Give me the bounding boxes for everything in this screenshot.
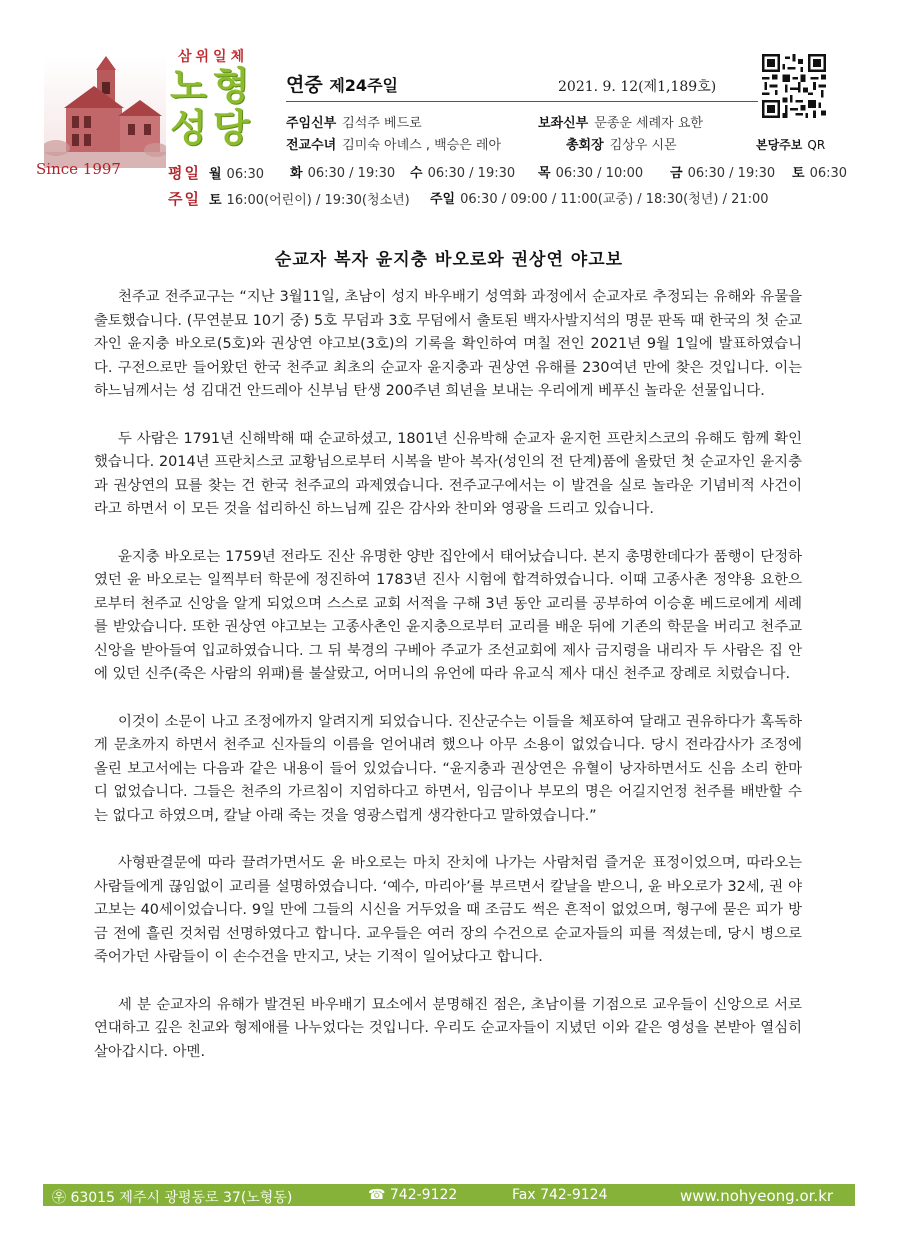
slogan: 삼위일체 <box>178 49 249 65</box>
weekday-times: 06:30 <box>809 166 848 181</box>
sunday-mass-label <box>168 188 410 209</box>
since-year: Since 1997 <box>36 160 121 178</box>
weekday-mass-item <box>290 162 395 181</box>
footer-website-link[interactable]: www.nohyeong.or.kr <box>680 1187 834 1205</box>
article-paragraph: 천주교 전주교구는 “지난 3월11일, 초남이 성지 바우배기 성역화 과정에서 순교자로 추정되는 유해와 유물을 출토했습니다. (무연분묘 10기 중) 5호 무덤과 3호 무덤에서 출토된 백자사발지석의 명문 판독 때 한국의 첫 순교자인 윤지충 바오로(5호)와 권상연 야고보(3호)의 기록을 확인하여 며칠 전인 2021년 9월 1일에 발표하였습니다. 구전으로만 들어왔던 한국 천주교 최초의 순교자 윤지충과 권상연 유해를 230여년 만에 찾은 것입니다. 이는 하느님께서는 성 김대건 안드레아 신부님 탄생 200주년 희년을 보내는 우리에게 베푸신 놀라운 선물입니다. <box>94 289 802 399</box>
weekday-day: 월 <box>208 167 222 182</box>
weekday-mass-item <box>792 162 847 181</box>
pastor-label: 주임신부 <box>286 116 337 131</box>
qr-label-b: QR <box>807 138 826 152</box>
weekday-day: 수 <box>410 166 423 181</box>
weekday-mass-item <box>670 162 775 181</box>
weekday-times: 06:30 / 10:00 <box>555 166 644 181</box>
weekday-times: 06:30 / 19:30 <box>687 166 776 181</box>
header-divider <box>286 101 758 102</box>
sisters-label: 전교수녀 <box>286 138 337 153</box>
sisters <box>286 134 501 153</box>
logo-line-2: 성당 <box>170 106 256 150</box>
footer-phone: ☎ 742-9122 <box>368 1187 458 1203</box>
saturday-day: 토 <box>208 193 222 208</box>
president <box>566 134 677 153</box>
sunday-times: 06:30 / 09:00 / 11:00(교중) / 18:30(청년) / 21:00 <box>460 192 769 207</box>
president-label: 총회장 <box>566 138 604 153</box>
saturday-times: 16:00(어린이) / 19:30(청소년) <box>226 193 410 208</box>
sisters-name: 김미숙 아녜스 , 백승은 레아 <box>342 138 502 153</box>
article-paragraph: 이것이 소문이 나고 조정에까지 알려지게 되었습니다. 진산군수는 이들을 체포하여 달래고 권유하다가 혹독하게 문초까지 하면서 천주교 신자들의 이름을 얻어내려 했으나 아무 소용이 없었습니다. 당시 전라감사가 조정에 올린 보고서에는 다음과 같은 내용이 들어 있었습니다. “윤지충과 권상연은 유혈이 낭자하면서도 신음 소리 한마디 없었습니다. 그들은 천주의 가르침이 지엄하다고 하면서, 임금이나 부모의 명은 어길지언정 천주를 배반할 수는 없다고 하였으며, 칼날 아래 죽는 것을 영광스럽게 생각한다고 말하였습니다.” <box>94 713 802 824</box>
qr-code-icon[interactable] <box>762 54 826 118</box>
qr-label-a: 본당주보 <box>756 138 803 152</box>
weekday-times: 06:30 / 19:30 <box>307 166 396 181</box>
qr-label <box>756 136 825 153</box>
article-body <box>94 286 802 1088</box>
article-paragraph: 두 사람은 1791년 신해박해 때 순교하셨고, 1801년 신유박해 순교자 윤지헌 프란치스코의 유해도 함께 확인했습니다. 2014년 프란치스코 교황님으로부터 시복을 받아 복자(성인의 전 단계)품에 올랐던 첫 순교자인 윤지충과 권상연의 묘를 찾는 건 한국 천주교의 과제였습니다. 전주교구에서는 이 발견을 실로 놀라운 기념비적 사건이라고 하면서 이 모든 것을 섭리하신 하느님께 깊은 감사와 찬미와 영광을 드리고 있습니다. <box>94 430 802 517</box>
church-illustration <box>44 56 166 168</box>
article-paragraph: 윤지충 바오로는 1759년 전라도 진산 유명한 양반 집안에서 태어났습니다. 본지 총명한데다가 품행이 단정하였던 윤 바오로는 일찍부터 학문에 정진하여 1783년 진사 시험에 합격하였습니다. 이때 고종사촌 정약용 요한으로부터 천주교 신앙을 알게 되었으며 스스로 교회 서적을 구해 3년 동안 교리를 공부하여 이승훈 베드로에게 세례를 받았습니다. 또한 권상연 야고보는 고종사촌인 윤지충으로부터 교리를 배운 뒤에 기존의 학문을 버리고 천주교 신앙을 받아들여 입교하였습니다. 그 뒤 북경의 구베아 주교가 조선교회에 제사 금지령을 내리자 두 사람은 집 안에 있던 신주(죽은 사람의 위패)를 불살랐고, 어머니의 유언에 따라 유교식 제사 대신 천주교 장례로 치렀습니다. <box>94 548 802 682</box>
pastor <box>286 112 422 131</box>
weekday-mass-label <box>168 162 264 183</box>
sunday-mass-item <box>430 188 769 207</box>
weekday-day: 금 <box>670 166 683 181</box>
footer-address: ㉾ 63015 제주시 광평동로 37(노형동) <box>52 1190 293 1206</box>
article-paragraph: 사형판결문에 따라 끌려가면서도 윤 바오로는 마치 잔치에 나가는 사람처럼 즐거운 표정이었으며, 따라오는 사람들에게 끊임없이 교리를 설명하였습니다. ‘예수, 마리아’를 부르면서 칼날을 받으니, 윤 바오로가 32세, 권 야고보는 40세이었습니다. 9일 만에 그들의 시신을 거두었을 때 조금도 썩은 흔적이 없었으며, 형구에 묻은 피가 방금 전에 흘린 것처럼 선명하였다고 합니다. 교우들은 여러 장의 수건으로 순교자들의 피를 적셨는데, 당시 병으로 죽어가던 사람들이 이 손수건을 만지고, 낫는 기적이 일어났다고 합니다. <box>94 855 802 965</box>
president-name: 김상우 시몬 <box>609 138 677 153</box>
issue-date: 2021. 9. 12(제1,189호) <box>558 79 717 95</box>
week-title-sub: 제24주일 <box>329 76 398 95</box>
assistant-name: 문종운 세례자 요한 <box>594 116 703 131</box>
weekday-day: 목 <box>538 166 551 181</box>
weekday-day: 화 <box>290 166 303 181</box>
assistant-priest <box>538 112 703 131</box>
weekday-label: 평일 <box>168 164 201 182</box>
weekday-times: 06:30 <box>226 167 265 182</box>
weekday-day: 토 <box>792 166 805 181</box>
logo-line-1: 노형 <box>170 64 256 108</box>
sunday-label: 주일 <box>168 190 201 208</box>
weekday-mass-item <box>410 162 515 181</box>
article-title: 순교자 복자 윤지충 바오로와 권상연 야고보 <box>274 250 624 270</box>
article-paragraph: 세 분 순교자의 유해가 발견된 바우배기 묘소에서 분명해진 점은, 초남이를 기점으로 교우들이 신앙으로 서로 연대하고 깊은 친교와 형제애를 나누었다는 것입니다. 우리도 순교자들이 지녔던 이와 같은 영성을 본받아 열심히 살아갑시다. 아멘. <box>94 996 802 1060</box>
week-title-main: 연중 <box>286 74 323 96</box>
weekday-mass-item <box>538 162 643 181</box>
weekday-times: 06:30 / 19:30 <box>427 166 516 181</box>
footer-fax: Fax 742-9124 <box>512 1187 608 1203</box>
sunday-day: 주일 <box>430 192 456 207</box>
week-title <box>286 70 398 97</box>
assistant-label: 보좌신부 <box>538 116 589 131</box>
pastor-name: 김석주 베드로 <box>342 116 422 131</box>
